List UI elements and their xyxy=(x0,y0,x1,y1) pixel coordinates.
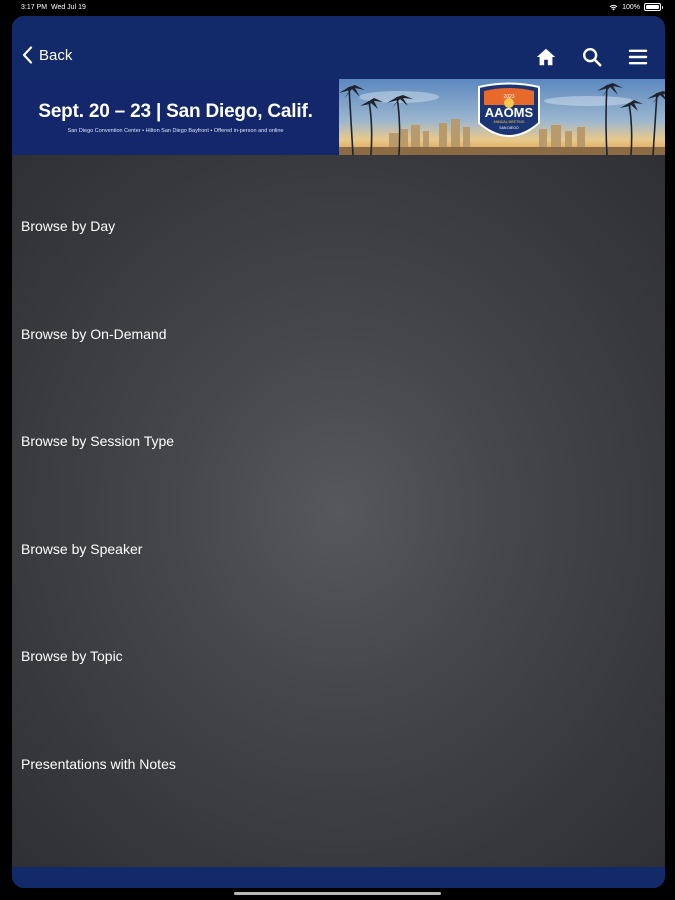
menu-item-presentations-with-notes[interactable]: Presentations with Notes xyxy=(21,756,176,772)
home-indicator[interactable] xyxy=(234,892,441,895)
menu-item-browse-by-on-demand[interactable]: Browse by On-Demand xyxy=(21,326,167,342)
battery-percent: 100% xyxy=(622,3,640,11)
menu-item-browse-by-topic[interactable]: Browse by Topic xyxy=(21,648,123,664)
menu-item-browse-by-session-type[interactable]: Browse by Session Type xyxy=(21,433,175,449)
hamburger-menu-icon[interactable] xyxy=(627,46,649,68)
status-time: 3:17 PM xyxy=(21,4,48,11)
event-banner xyxy=(12,79,665,155)
logo-subtitle: ANNUAL MEETING xyxy=(493,120,525,124)
logo-city: SAN DIEGO xyxy=(499,126,519,130)
status-bar xyxy=(0,0,675,16)
status-right xyxy=(609,3,661,11)
navigation-bar xyxy=(12,16,665,79)
home-icon[interactable] xyxy=(535,46,557,68)
back-button[interactable] xyxy=(22,46,72,64)
banner-subtitle: San Diego Convention Center • Hilton San Diego Bayfront • Offered in-person and online xyxy=(67,128,284,134)
status-time-date xyxy=(21,4,86,11)
footer-bar xyxy=(12,867,665,888)
menu-item-browse-by-speaker[interactable]: Browse by Speaker xyxy=(21,541,143,557)
chevron-left-icon xyxy=(22,46,33,64)
app-window xyxy=(12,16,665,888)
search-icon[interactable] xyxy=(581,46,603,68)
banner-title: Sept. 20 – 23 | San Diego, Calif. xyxy=(38,101,313,122)
aaoms-logo xyxy=(479,84,539,137)
banner-skyline-image xyxy=(339,79,665,155)
status-date: Wed Jul 19 xyxy=(50,4,86,11)
logo-year: 2023 xyxy=(503,94,515,100)
banner-text-panel xyxy=(12,79,339,155)
logo-text: AAOMS xyxy=(484,105,534,120)
browse-menu xyxy=(12,155,665,867)
menu-item-browse-by-day[interactable]: Browse by Day xyxy=(21,218,116,234)
nav-icon-group xyxy=(535,46,649,68)
wifi-icon xyxy=(609,4,618,11)
back-label: Back xyxy=(39,46,73,64)
skyline-illustration xyxy=(339,79,665,155)
battery-icon xyxy=(644,3,661,11)
